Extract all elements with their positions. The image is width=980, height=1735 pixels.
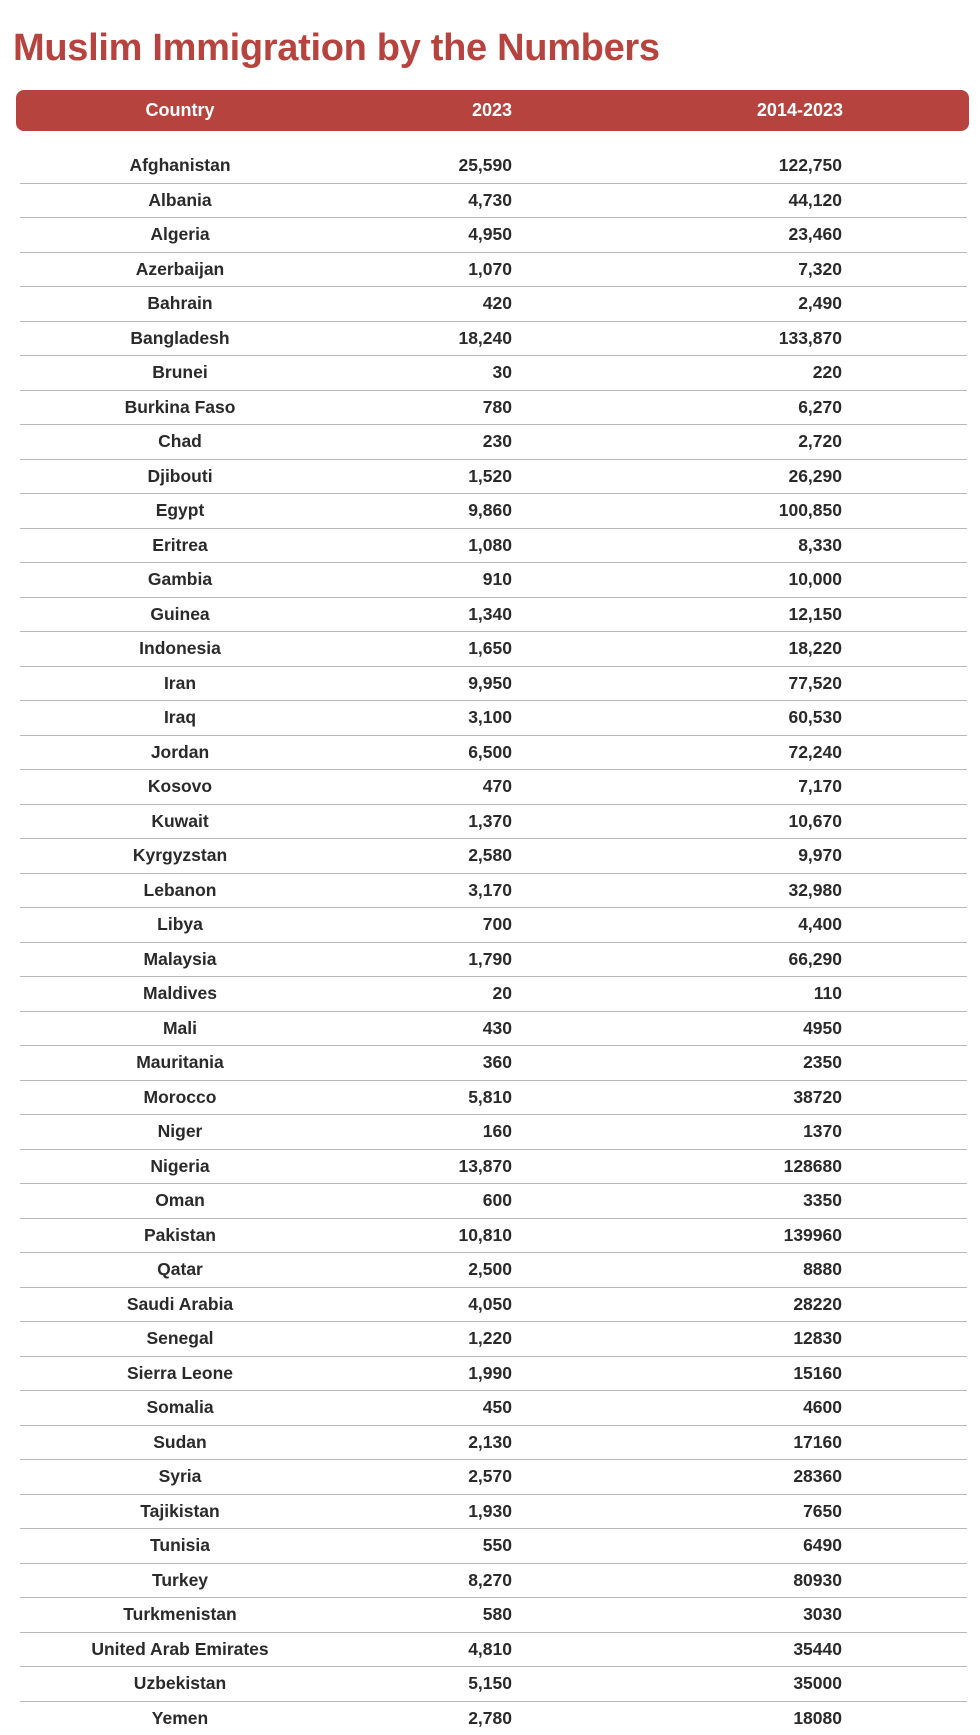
cell-2023: 1,080 xyxy=(468,529,512,563)
cell-2014-2023: 9,970 xyxy=(798,839,842,873)
cell-2023: 9,950 xyxy=(468,667,512,701)
cell-2014-2023: 23,460 xyxy=(788,218,842,252)
cell-country: Guinea xyxy=(150,598,209,632)
cell-country: Nigeria xyxy=(150,1150,209,1184)
cell-country: Sudan xyxy=(153,1426,206,1460)
cell-2023: 4,050 xyxy=(468,1288,512,1322)
table-row xyxy=(20,1322,967,1357)
cell-2023: 1,990 xyxy=(468,1357,512,1391)
cell-2023: 2,570 xyxy=(468,1460,512,1494)
cell-2023: 30 xyxy=(493,356,512,390)
table-row xyxy=(20,1667,967,1702)
cell-2023: 5,150 xyxy=(468,1667,512,1701)
cell-2023: 2,500 xyxy=(468,1253,512,1287)
table-row xyxy=(20,184,967,219)
cell-2014-2023: 6490 xyxy=(803,1529,842,1563)
table-row xyxy=(20,977,967,1012)
cell-2014-2023: 2,720 xyxy=(798,425,842,459)
cell-country: Mauritania xyxy=(136,1046,224,1080)
cell-2014-2023: 44,120 xyxy=(788,184,842,218)
table-row xyxy=(20,736,967,771)
cell-2014-2023: 18080 xyxy=(793,1702,842,1735)
cell-country: Tajikistan xyxy=(140,1495,219,1529)
cell-2023: 1,650 xyxy=(468,632,512,666)
cell-2023: 160 xyxy=(483,1115,512,1149)
cell-2023: 13,870 xyxy=(458,1150,512,1184)
cell-2023: 430 xyxy=(483,1012,512,1046)
cell-country: Morocco xyxy=(144,1081,217,1115)
table-row xyxy=(20,1529,967,1564)
cell-2023: 10,810 xyxy=(458,1219,512,1253)
cell-2023: 1,370 xyxy=(468,805,512,839)
cell-2014-2023: 15160 xyxy=(793,1357,842,1391)
table-row xyxy=(20,494,967,529)
cell-country: Turkmenistan xyxy=(123,1598,236,1632)
cell-2014-2023: 220 xyxy=(813,356,842,390)
cell-2014-2023: 28360 xyxy=(793,1460,842,1494)
cell-2014-2023: 2,490 xyxy=(798,287,842,321)
cell-2023: 420 xyxy=(483,287,512,321)
table-row xyxy=(20,805,967,840)
table-row xyxy=(20,632,967,667)
cell-2014-2023: 28220 xyxy=(793,1288,842,1322)
table-row xyxy=(20,1012,967,1047)
cell-2014-2023: 66,290 xyxy=(788,943,842,977)
table-row xyxy=(20,1702,967,1735)
cell-2023: 2,780 xyxy=(468,1702,512,1735)
cell-country: Maldives xyxy=(143,977,217,1011)
cell-country: Pakistan xyxy=(144,1219,216,1253)
cell-country: Niger xyxy=(158,1115,203,1149)
cell-2014-2023: 60,530 xyxy=(788,701,842,735)
cell-2014-2023: 110 xyxy=(814,977,842,1011)
cell-2014-2023: 7,320 xyxy=(798,253,842,287)
cell-2023: 470 xyxy=(483,770,512,804)
cell-2023: 450 xyxy=(483,1391,512,1425)
cell-2023: 3,100 xyxy=(468,701,512,735)
table-row xyxy=(20,598,967,633)
cell-2014-2023: 7,170 xyxy=(798,770,842,804)
cell-2014-2023: 1370 xyxy=(803,1115,842,1149)
table-row xyxy=(20,253,967,288)
table-row xyxy=(20,1633,967,1668)
table-body xyxy=(20,149,967,1735)
cell-2023: 1,930 xyxy=(468,1495,512,1529)
cell-2014-2023: 4,400 xyxy=(798,908,842,942)
cell-country: Brunei xyxy=(152,356,207,390)
cell-country: Kyrgyzstan xyxy=(133,839,227,873)
cell-2014-2023: 35000 xyxy=(793,1667,842,1701)
table-row xyxy=(20,1150,967,1185)
cell-country: Gambia xyxy=(148,563,212,597)
cell-2023: 2,130 xyxy=(468,1426,512,1460)
column-header-2023: 2023 xyxy=(472,90,512,131)
cell-2023: 4,810 xyxy=(468,1633,512,1667)
cell-2023: 360 xyxy=(483,1046,512,1080)
table-header: Country 2023 2014-2023 xyxy=(16,90,969,131)
table-row xyxy=(20,218,967,253)
table-row xyxy=(20,1115,967,1150)
cell-2023: 4,730 xyxy=(468,184,512,218)
cell-country: Burkina Faso xyxy=(125,391,236,425)
cell-2014-2023: 7650 xyxy=(803,1495,842,1529)
cell-country: Senegal xyxy=(146,1322,213,1356)
cell-2023: 8,270 xyxy=(468,1564,512,1598)
cell-2014-2023: 10,000 xyxy=(788,563,842,597)
cell-country: Indonesia xyxy=(139,632,221,666)
cell-country: Kosovo xyxy=(148,770,212,804)
cell-2014-2023: 100,850 xyxy=(779,494,842,528)
cell-country: United Arab Emirates xyxy=(91,1633,268,1667)
cell-2023: 9,860 xyxy=(468,494,512,528)
cell-country: Syria xyxy=(159,1460,202,1494)
cell-2023: 580 xyxy=(483,1598,512,1632)
cell-2014-2023: 77,520 xyxy=(788,667,842,701)
cell-2014-2023: 32,980 xyxy=(788,874,842,908)
cell-country: Turkey xyxy=(152,1564,208,1598)
cell-2014-2023: 12,150 xyxy=(788,598,842,632)
table-row xyxy=(20,839,967,874)
table-row xyxy=(20,1357,967,1392)
cell-2023: 780 xyxy=(483,391,512,425)
cell-country: Bangladesh xyxy=(130,322,229,356)
table-row xyxy=(20,943,967,978)
cell-2023: 230 xyxy=(483,425,512,459)
cell-2014-2023: 2350 xyxy=(803,1046,842,1080)
cell-2023: 18,240 xyxy=(458,322,512,356)
cell-2014-2023: 38720 xyxy=(793,1081,842,1115)
cell-2023: 1,220 xyxy=(468,1322,512,1356)
table-row xyxy=(20,1564,967,1599)
cell-country: Yemen xyxy=(152,1702,208,1735)
cell-2014-2023: 128680 xyxy=(784,1150,842,1184)
table-row xyxy=(20,1460,967,1495)
table-row xyxy=(20,1426,967,1461)
cell-country: Uzbekistan xyxy=(134,1667,226,1701)
cell-country: Saudi Arabia xyxy=(127,1288,233,1322)
cell-2014-2023: 18,220 xyxy=(788,632,842,666)
table-row xyxy=(20,322,967,357)
cell-country: Sierra Leone xyxy=(127,1357,233,1391)
table-row xyxy=(20,770,967,805)
cell-2014-2023: 4950 xyxy=(803,1012,842,1046)
cell-2014-2023: 17160 xyxy=(793,1426,842,1460)
cell-2014-2023: 4600 xyxy=(803,1391,842,1425)
table-row xyxy=(20,149,967,184)
table-row xyxy=(20,529,967,564)
cell-2023: 600 xyxy=(483,1184,512,1218)
cell-2014-2023: 8880 xyxy=(803,1253,842,1287)
table-row xyxy=(20,391,967,426)
cell-2014-2023: 3350 xyxy=(803,1184,842,1218)
cell-country: Mali xyxy=(163,1012,197,1046)
cell-country: Jordan xyxy=(151,736,209,770)
cell-2023: 1,790 xyxy=(468,943,512,977)
table-row xyxy=(20,563,967,598)
cell-2023: 700 xyxy=(483,908,512,942)
cell-2023: 6,500 xyxy=(468,736,512,770)
cell-2014-2023: 12830 xyxy=(793,1322,842,1356)
table-row xyxy=(20,667,967,702)
cell-country: Kuwait xyxy=(151,805,208,839)
cell-country: Iraq xyxy=(164,701,196,735)
cell-country: Qatar xyxy=(157,1253,203,1287)
table-row xyxy=(20,287,967,322)
cell-country: Afghanistan xyxy=(129,149,230,183)
table-row xyxy=(20,1598,967,1633)
cell-country: Lebanon xyxy=(144,874,217,908)
column-header-2014-2023: 2014-2023 xyxy=(757,90,843,131)
cell-country: Libya xyxy=(157,908,203,942)
cell-country: Chad xyxy=(158,425,202,459)
cell-2023: 1,070 xyxy=(468,253,512,287)
cell-2023: 3,170 xyxy=(468,874,512,908)
cell-2014-2023: 6,270 xyxy=(798,391,842,425)
cell-country: Eritrea xyxy=(152,529,207,563)
cell-country: Tunisia xyxy=(150,1529,210,1563)
cell-country: Albania xyxy=(148,184,211,218)
cell-country: Djibouti xyxy=(147,460,212,494)
table-row xyxy=(20,1081,967,1116)
cell-2014-2023: 26,290 xyxy=(788,460,842,494)
cell-country: Iran xyxy=(164,667,196,701)
table-row xyxy=(20,701,967,736)
cell-country: Algeria xyxy=(150,218,209,252)
table-row xyxy=(20,460,967,495)
page-title: Muslim Immigration by the Numbers xyxy=(13,22,660,74)
cell-2023: 25,590 xyxy=(458,149,512,183)
cell-2014-2023: 80930 xyxy=(793,1564,842,1598)
table-row xyxy=(20,874,967,909)
table-row xyxy=(20,1184,967,1219)
cell-2023: 1,340 xyxy=(468,598,512,632)
cell-country: Azerbaijan xyxy=(136,253,225,287)
table-row xyxy=(20,425,967,460)
table-row xyxy=(20,1495,967,1530)
cell-2023: 20 xyxy=(493,977,512,1011)
cell-country: Bahrain xyxy=(147,287,212,321)
table-row xyxy=(20,1288,967,1323)
cell-2023: 4,950 xyxy=(468,218,512,252)
cell-2014-2023: 8,330 xyxy=(798,529,842,563)
cell-2023: 550 xyxy=(483,1529,512,1563)
cell-2014-2023: 3030 xyxy=(803,1598,842,1632)
cell-2014-2023: 72,240 xyxy=(788,736,842,770)
cell-2014-2023: 10,670 xyxy=(788,805,842,839)
table-row xyxy=(20,356,967,391)
cell-2023: 910 xyxy=(483,563,512,597)
cell-2014-2023: 133,870 xyxy=(779,322,842,356)
cell-country: Egypt xyxy=(156,494,205,528)
cell-2014-2023: 122,750 xyxy=(779,149,842,183)
cell-2023: 5,810 xyxy=(468,1081,512,1115)
cell-2023: 1,520 xyxy=(468,460,512,494)
cell-2014-2023: 35440 xyxy=(793,1633,842,1667)
cell-2023: 2,580 xyxy=(468,839,512,873)
table-row xyxy=(20,1253,967,1288)
cell-country: Malaysia xyxy=(144,943,217,977)
table-row xyxy=(20,1219,967,1254)
cell-country: Somalia xyxy=(146,1391,213,1425)
cell-country: Oman xyxy=(155,1184,205,1218)
table-row xyxy=(20,908,967,943)
cell-2014-2023: 139960 xyxy=(784,1219,842,1253)
table-row xyxy=(20,1391,967,1426)
table-row xyxy=(20,1046,967,1081)
